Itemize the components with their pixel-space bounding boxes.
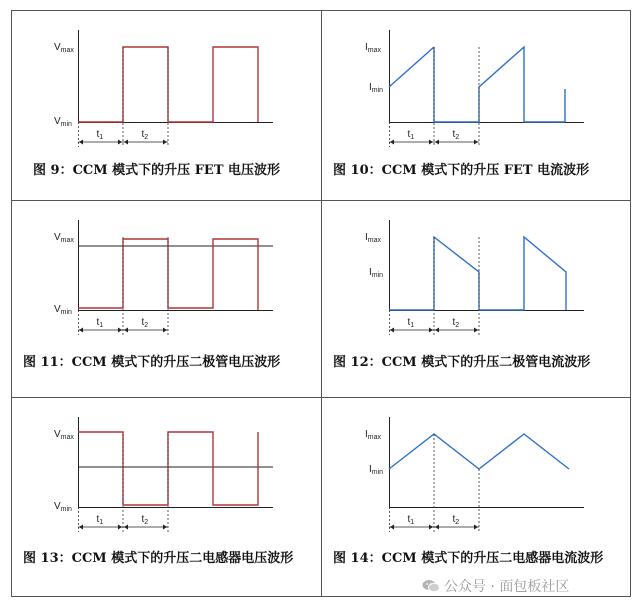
watermark-text: 公众号 · 面包板社区 — [444, 579, 570, 595]
t1-label: $t_1$ — [96, 129, 104, 141]
t2-label: $t_2$ — [452, 317, 460, 329]
min-label: $V_{min}$ — [54, 304, 72, 316]
max-label: $I_{max}$ — [365, 232, 382, 244]
waveform-fig9 — [54, 30, 273, 147]
min-label: $V_{min}$ — [54, 116, 72, 128]
figure-12-caption: 图 12：CCM 模式下的升压二极管电流波形 — [333, 355, 591, 370]
figure-9-caption: 图 9：CCM 模式下的升压 FET 电压波形 — [33, 163, 281, 178]
max-label: $V_{max}$ — [54, 429, 74, 441]
t2-label: $t_2$ — [141, 514, 149, 526]
figure-10-caption: 图 10：CCM 模式下的升压 FET 电流波形 — [333, 163, 590, 178]
min-label: $I_{min}$ — [369, 267, 384, 279]
max-label: $I_{max}$ — [365, 429, 382, 441]
figure-13-caption: 图 13：CCM 模式下的升压二电感器电压波形 — [23, 551, 294, 566]
waveform-fig10 — [365, 30, 584, 147]
min-label: $V_{min}$ — [54, 501, 72, 513]
waveform-fig12 — [365, 220, 584, 335]
waveform-fig14 — [365, 417, 584, 532]
t1-label: $t_1$ — [96, 317, 104, 329]
current-ramp-1 — [389, 47, 434, 87]
min-label: $I_{min}$ — [369, 82, 384, 94]
figure-14-caption: 图 14：CCM 模式下的升压二电感器电流波形 — [333, 551, 604, 566]
table-borders — [11, 10, 631, 597]
waveform-fig11 — [54, 220, 273, 335]
figure-11-caption: 图 11：CCM 模式下的升压二极管电压波形 — [23, 355, 281, 370]
watermark — [422, 576, 569, 596]
max-label: $V_{max}$ — [54, 232, 74, 244]
min-label: $I_{min}$ — [369, 464, 384, 476]
wechat-icon — [422, 579, 440, 593]
t1-label: $t_1$ — [407, 317, 415, 329]
current-waveform — [434, 47, 565, 122]
signal-trace — [389, 434, 569, 469]
t1-label: $t_1$ — [407, 514, 415, 526]
t2-label: $t_2$ — [452, 129, 460, 141]
t1-label: $t_1$ — [407, 129, 415, 141]
t2-label: $t_2$ — [141, 129, 149, 141]
t1-label: $t_1$ — [96, 514, 104, 526]
waveform-fig13 — [54, 417, 273, 532]
t2-label: $t_2$ — [452, 514, 460, 526]
t2-label: $t_2$ — [141, 317, 149, 329]
max-label: $I_{max}$ — [365, 42, 382, 54]
signal-trace — [389, 237, 566, 310]
max-label: $V_{max}$ — [54, 42, 74, 54]
